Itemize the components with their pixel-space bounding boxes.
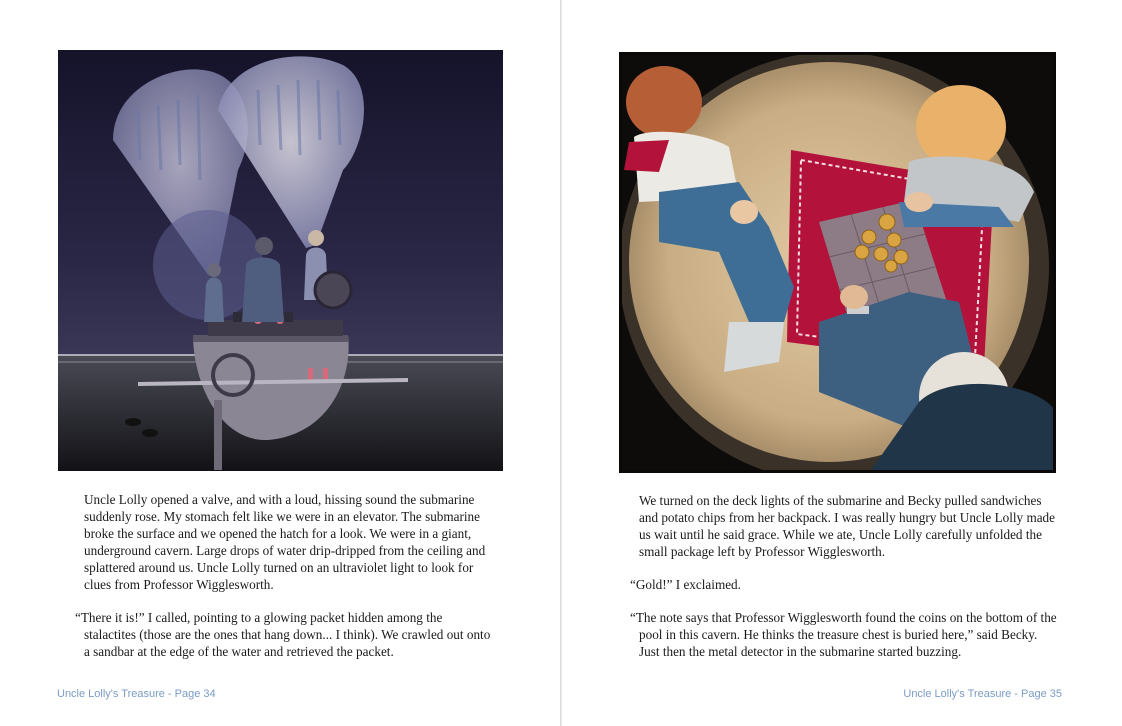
paragraph: We turned on the deck lights of the submarine and Becky pulled sandwiches and potato chips from her backpack. I was really hungry but Uncle Lolly made us wait until he said grace. While we ate, Uncle Lolly carefully unfolded the small package left by Professor Wigglesworth. [639, 493, 1056, 559]
page-footer: Uncle Lolly's Treasure - Page 35 [903, 688, 1062, 700]
right-page [562, 0, 1122, 726]
right-page-text [630, 492, 1059, 676]
paragraph: Uncle Lolly opened a valve, and with a loud, hissing sound the submarine suddenly rose. My stomach felt like we were in an elevator. The submarine broke the surface and we opened the hatch for a look. We were in a giant, underground cavern. Large drops of water drip-dripped from the ceiling and splattered around us. Uncle Lolly turned on an ultraviolet light to look for clues from Professor Wigglesworth. [84, 492, 486, 592]
left-page-text [75, 491, 496, 676]
page-footer: Uncle Lolly's Treasure - Page 34 [57, 688, 216, 700]
paragraph: “Gold!” I exclaimed. [630, 577, 741, 592]
picnic-coins-illustration [619, 52, 1056, 473]
paragraph: “The note says that Professor Wigglesworth found the coins on the bottom of the pool in this cavern. He thinks the treasure chest is buried here,” said Becky. Just then the metal detector in the submarine started buzzing. [630, 610, 1057, 659]
submarine-cavern-illustration [58, 50, 503, 471]
paragraph: “There it is!” I called, pointing to a glowing packet hidden among the stalactites (those are the ones that hang down... I think). We crawled out onto a sandbar at the edge of the water and retrieved the packet. [75, 610, 491, 659]
